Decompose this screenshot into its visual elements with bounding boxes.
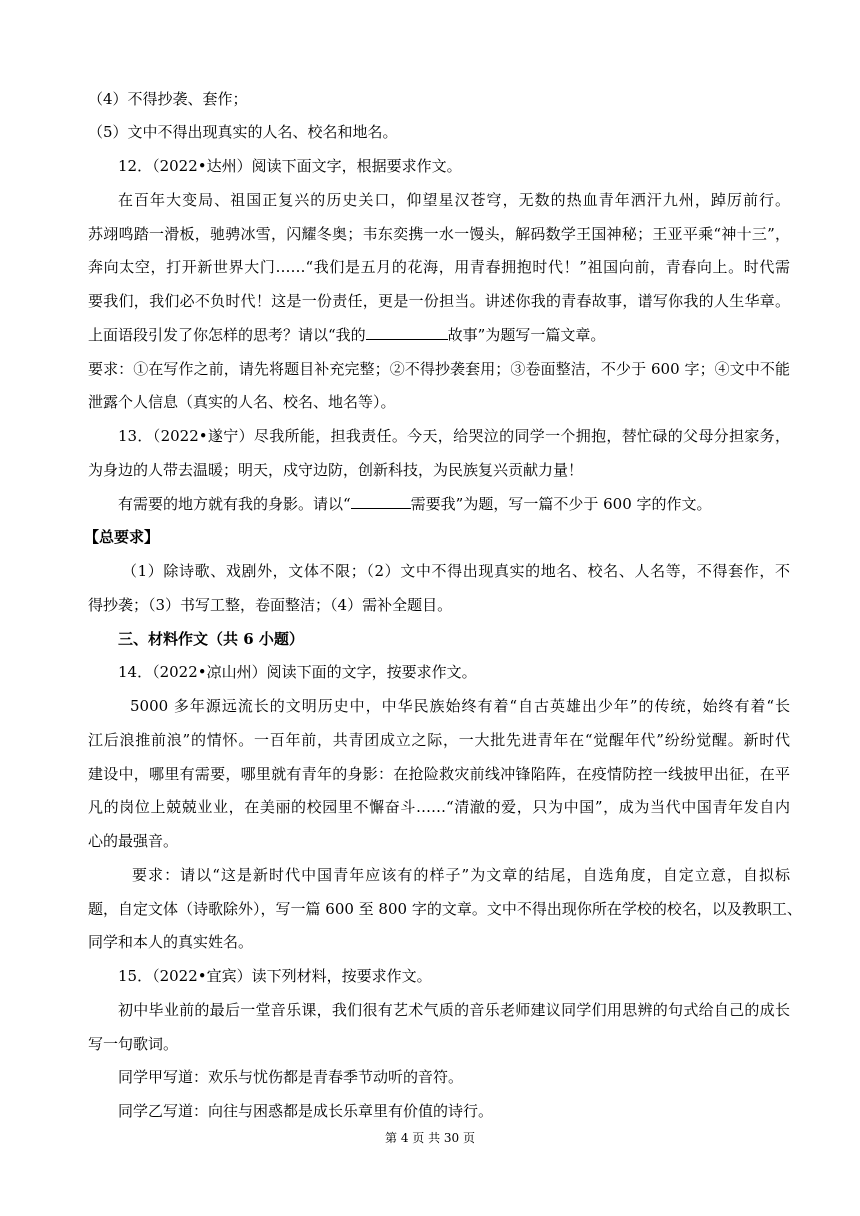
q13-paragraph-line: 为身边的人带去温暖；明天，戍守边防，创新科技，为民族复兴贡献力量！ <box>88 461 584 479</box>
general-requirements-heading: 【总要求】 <box>84 528 160 546</box>
page-footer: 第 4 页 共 30 页 <box>385 1131 475 1145</box>
q12-paragraph-line: 要我们，我们必不负时代！这是一份责任，更是一份担当。讲述你我的青春故事，谱写你我的人生华章。 <box>88 292 790 310</box>
q14-paragraph-line: 凡的岗位上兢兢业业，在美丽的校园里不懈奋斗……“清澈的爱，只为中国”，成为当代中国青年发自内 <box>88 798 790 816</box>
q14-paragraph-line: 心的最强音。 <box>88 832 179 850</box>
question-12-heading: 12．（2022•达州）阅读下面文字，根据要求作文。 <box>118 157 462 175</box>
q12-title-prompt <box>88 324 790 346</box>
general-requirements-line: 得抄袭；（3）书写工整，卷面整洁；（4）需补全题目。 <box>88 596 453 614</box>
title-blank <box>366 324 448 340</box>
q14-requirements-line: 同学和本人的真实姓名。 <box>88 933 254 951</box>
q13-title-prompt-start: 有需要的地方就有我的身影。请以“ <box>118 495 351 513</box>
q12-requirements-line: 泄露个人信息（真实的人名、校名、地名等）。 <box>88 393 396 411</box>
q15-student-a-line: 同学甲写道：欢乐与忧伤都是青春季节动听的音符。 <box>118 1068 464 1086</box>
q15-student-b-line: 同学乙写道：向往与困惑都是成长乐章里有价值的诗行。 <box>118 1102 494 1120</box>
requirement-item-4: （4）不得抄袭、套作； <box>88 90 248 108</box>
section-heading: 三、材料作文（共 6 小题） <box>118 630 304 648</box>
q14-requirements-line: 要求：请以“这是新时代中国青年应该有的样子”为文章的结尾，自选角度，自定立意，自拟标 <box>132 866 790 884</box>
q14-requirements-line: 题，自定文体（诗歌除外），写一篇 600 至 800 字的文章。文中不得出现你所在学校的校名，以及教职工、 <box>88 900 802 918</box>
question-15-heading: 15．（2022•宜宾）读下列材料，按要求作文。 <box>118 967 432 985</box>
q12-paragraph-line: 奔向太空，打开新世界大门……“我们是五月的花海，用青春拥抱时代！”祖国向前，青春向上。时代需 <box>88 258 790 276</box>
title-blank <box>351 493 411 509</box>
q12-paragraph-line: 在百年大变局、祖国正复兴的历史关口，仰望星汉苍穹，无数的热血青年洒汗九州，踔厉前行。 <box>118 191 790 209</box>
question-14-heading: 14．（2022•凉山州）阅读下面的文字，按要求作文。 <box>118 663 477 681</box>
q12-requirements-line: 要求：①在写作之前，请先将题目补充完整；②不得抄袭套用；③卷面整洁，不少于 600 字；④文中不能 <box>88 360 790 378</box>
q14-paragraph-line: 建设中，哪里有需要，哪里就有青年的身影：在抢险救灾前线冲锋陷阵，在疫情防控一线披甲出征，在平 <box>88 765 790 783</box>
q14-paragraph-line: 江后浪推前浪”的情怀。一百年前，共青团成立之际，一大批先进青年在“觉醒年代”纷纷觉醒。新时代 <box>88 731 790 749</box>
q15-paragraph-line: 初中毕业前的最后一堂音乐课，我们很有艺术气质的音乐老师建议同学们用思辨的句式给自己的成长 <box>118 1001 790 1019</box>
q15-paragraph-line: 写一句歌词。 <box>88 1035 179 1053</box>
q12-title-prompt-end: 故事”为题写一篇文章。 <box>447 326 606 344</box>
question-13-heading: 13．（2022•遂宁）尽我所能，担我责任。今天，给哭泣的同学一个拥抱，替忙碌的父母分担家务， <box>118 427 790 445</box>
q14-paragraph-line: 5000 多年源远流长的文明历史中，中华民族始终有着“自古英雄出少年”的传统，始终有着“长 <box>130 697 790 715</box>
q12-paragraph-line: 苏翊鸣踏一滑板，驰骋冰雪，闪耀冬奥；韦东奕携一水一馒头，解码数学王国神秘；王亚平乘“神十三”， <box>88 225 790 243</box>
general-requirements-line: （1）除诗歌、戏剧外，文体不限；（2）文中不得出现真实的地名、校名、人名等，不得套作，不 <box>122 562 790 580</box>
requirement-item-5: （5）文中不得出现真实的人名、校名和地名。 <box>88 123 398 141</box>
q12-title-prompt-start: 上面语段引发了你怎样的思考？请以“我的 <box>88 326 366 344</box>
q13-title-prompt-end: 需要我”为题，写一篇不少于 600 字的作文。 <box>410 495 712 513</box>
q13-title-prompt <box>118 493 820 515</box>
